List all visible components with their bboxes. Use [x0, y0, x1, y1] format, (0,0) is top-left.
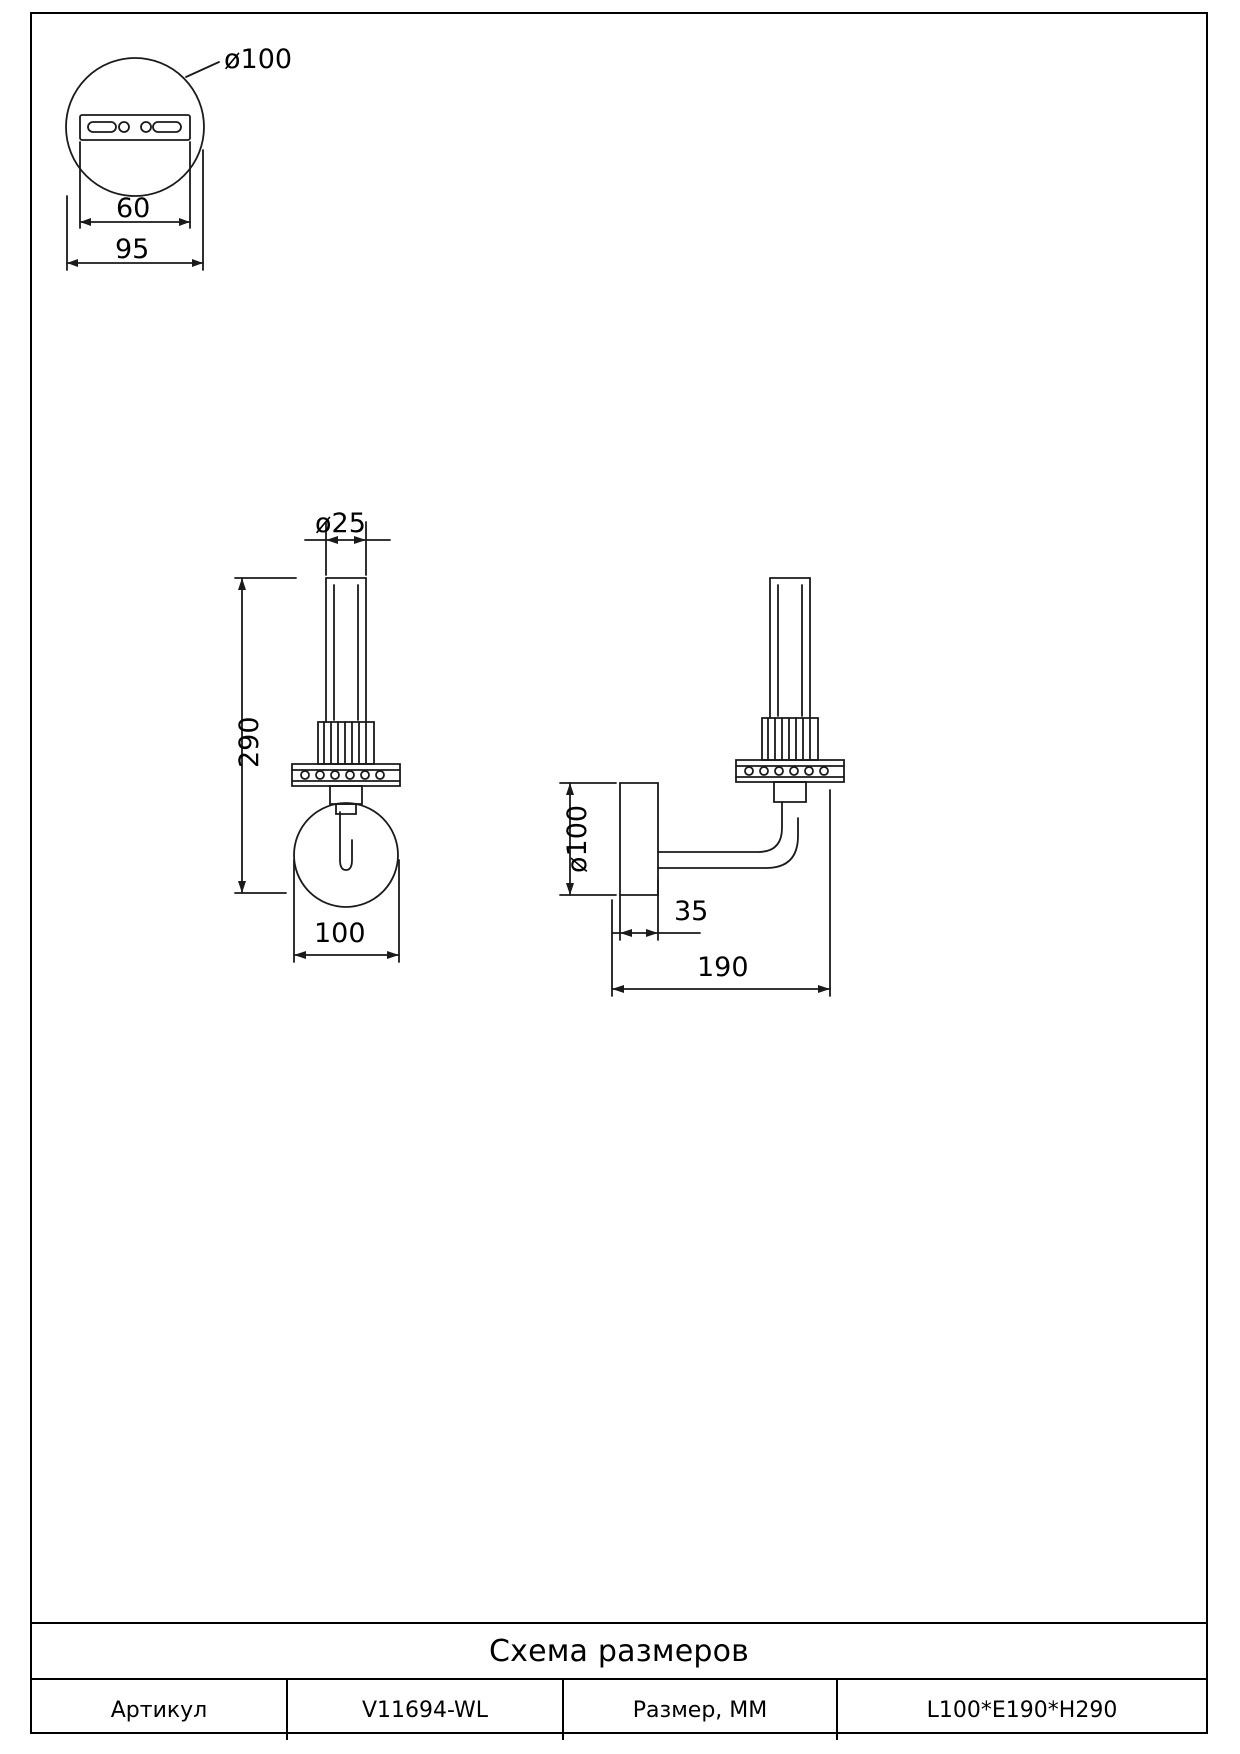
dim-top-diameter: ø100 — [224, 44, 293, 75]
article-value-cell: V11694-WL — [288, 1680, 564, 1740]
title-row — [32, 1622, 1206, 1678]
dim-side-extension: 190 — [697, 952, 749, 983]
dim-top-outer-width: 95 — [115, 234, 150, 265]
dim-side-plate-depth: 35 — [674, 896, 709, 927]
dim-side-plate-height: ø100 — [562, 804, 593, 873]
side-view — [560, 578, 844, 996]
size-label-cell: Размер, ММ — [564, 1680, 838, 1740]
article-label-cell: Артикул — [32, 1680, 288, 1740]
title-block — [32, 1622, 1206, 1740]
size-value-cell: L100*E190*H290 — [926, 1697, 1118, 1723]
dim-top-inner-width: 60 — [116, 193, 151, 224]
page-title: Схема размеров — [488, 1633, 750, 1669]
spec-row — [32, 1678, 1206, 1740]
dim-front-height: 290 — [234, 716, 265, 768]
dim-front-width: 100 — [314, 918, 366, 949]
dim-front-tube-diameter: ø25 — [315, 508, 366, 539]
